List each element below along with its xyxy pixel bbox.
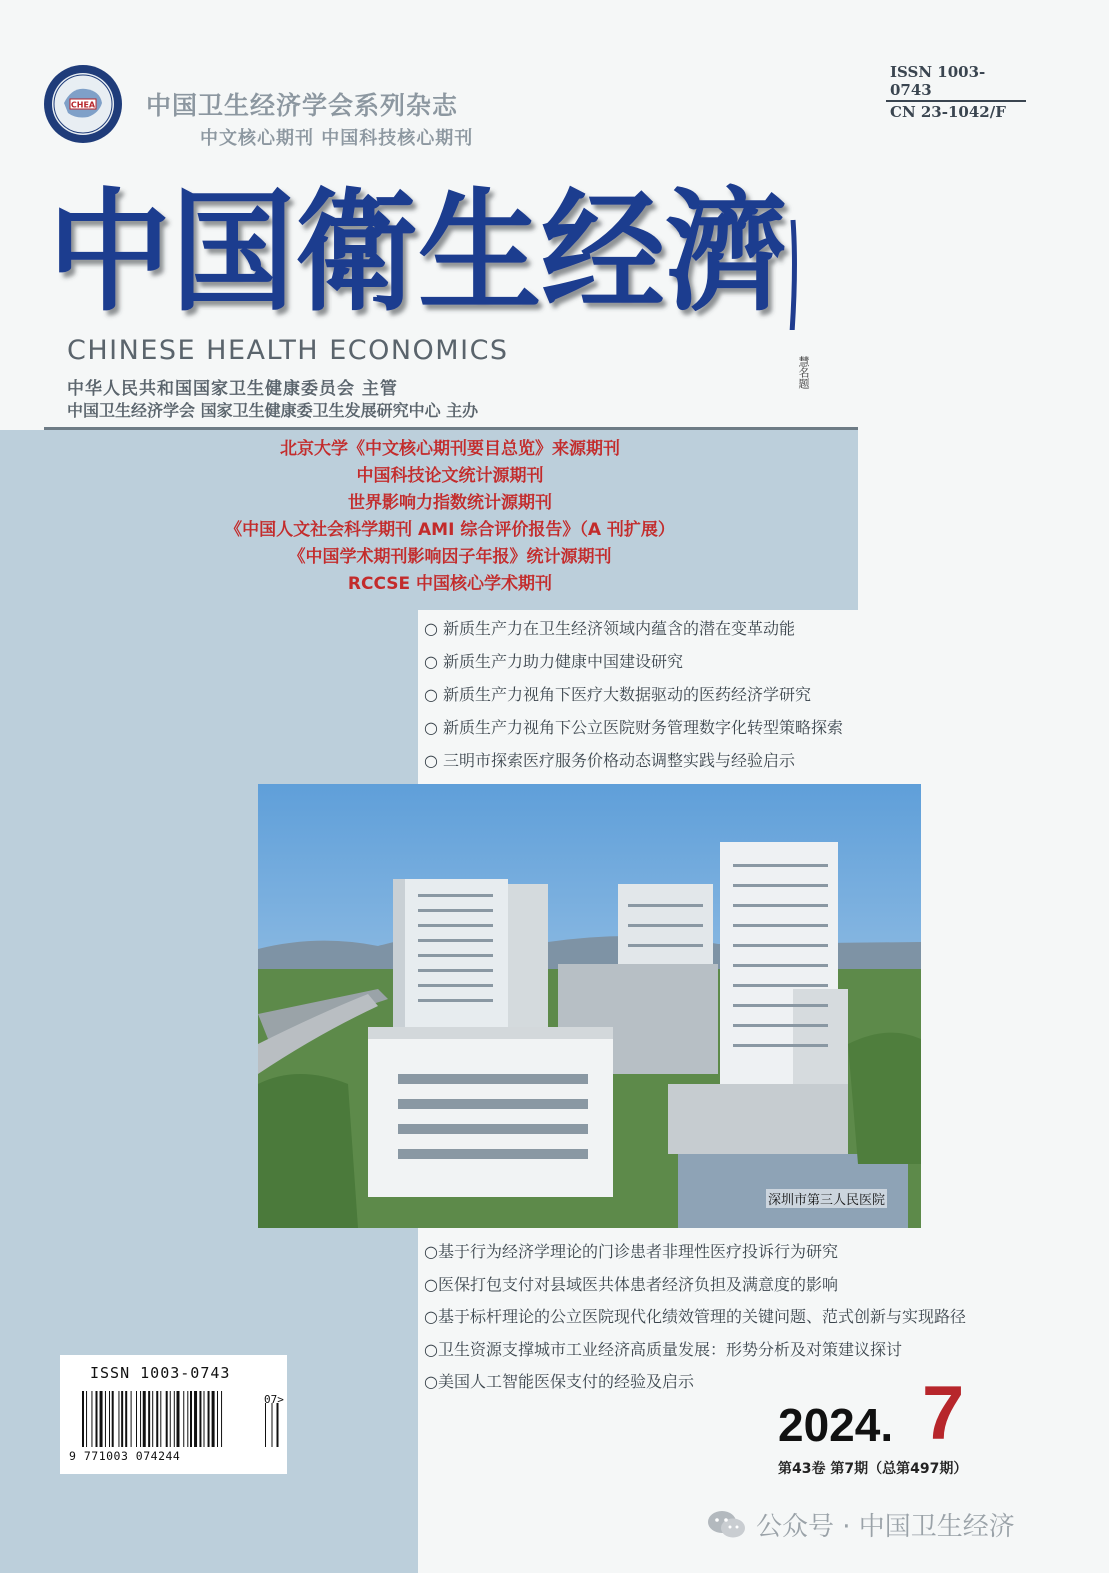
- topic-item: ○卫生资源支撑城市工业经济高质量发展：形势分析及对策建议探讨: [424, 1339, 902, 1359]
- issue-number: 7: [922, 1371, 965, 1456]
- volume-text: 第43卷 第7期（总第497期）: [778, 1461, 968, 1477]
- title-calligraphy: [48, 170, 808, 330]
- topic-item: ○医保打包支付对县域医共体患者经济负担及满意度的影响: [424, 1274, 838, 1294]
- featured-topics-top: [424, 618, 843, 783]
- calligrapher-note: 慧名题: [797, 356, 810, 389]
- barcode-panel: [60, 1355, 287, 1474]
- topic-item: ○基于标杆理论的公立医院现代化绩效管理的关键问题、范式创新与实现路径: [424, 1307, 966, 1326]
- wechat-icon: [706, 1508, 748, 1540]
- photo-caption: 深圳市第三人民医院: [766, 1189, 887, 1208]
- topic-item: ○ 新质生产力在卫生经济领域内蕴含的潜在变革动能: [424, 619, 796, 638]
- title-cn: 中国衛生经濟: [48, 175, 788, 330]
- organizer-text: 中国卫生经济学会 国家卫生健康委卫生发展研究中心 主办: [67, 401, 479, 420]
- svg-text:CHEA: CHEA: [70, 100, 96, 110]
- hospital-illustration: [258, 784, 921, 1228]
- topic-item: ○ 新质生产力视角下医疗大数据驱动的医药经济学研究: [424, 685, 812, 704]
- issue-year: 2024.: [778, 1399, 894, 1451]
- supervisor-text: 中华人民共和国国家卫生健康委员会 主管: [67, 379, 398, 399]
- featured-topics-bottom: [424, 1241, 966, 1404]
- index-item: 北京大学《中文核心期刊要目总览》来源期刊: [280, 439, 620, 459]
- series-text: 中国卫生经济学会系列杂志: [146, 91, 459, 120]
- topic-item: ○ 三明市探索医疗服务价格动态调整实践与经验启示: [424, 751, 796, 770]
- society-logo-icon: [42, 63, 124, 145]
- topic-item: ○基于行为经济学理论的门诊患者非理性医疗投诉行为研究: [424, 1242, 838, 1261]
- core-journal-text: 中文核心期刊 中国科技核心期刊: [200, 128, 474, 149]
- index-item: 世界影响力指数统计源期刊: [348, 493, 552, 513]
- barcode-addon: 07>: [264, 1393, 284, 1406]
- cn-text: CN 23-1042/F: [890, 103, 1006, 121]
- watermark-text: 公众号 · 中国卫生经济: [756, 1512, 1015, 1542]
- topic-item: ○美国人工智能医保支付的经验及启示: [424, 1372, 694, 1391]
- topic-item: ○ 新质生产力助力健康中国建设研究: [424, 652, 684, 671]
- barcode-number: 9 771003 074244: [69, 1449, 181, 1463]
- barcode-issn: ISSN 1003-0743: [90, 1364, 231, 1382]
- index-item: 《中国学术期刊影响因子年报》统计源期刊: [288, 547, 612, 567]
- barcode-bars-icon: [82, 1391, 282, 1449]
- topic-item: ○ 新质生产力视角下公立医院财务管理数字化转型策略探索: [424, 718, 844, 737]
- index-item: 中国科技论文统计源期刊: [356, 466, 544, 486]
- issn-block: [886, 62, 1026, 122]
- index-item: 《中国人文社会科学期刊 AMI 综合评价报告》（A 刊扩展）: [225, 520, 675, 540]
- masthead-rule: [44, 427, 858, 430]
- index-item: RCCSE 中国核心学术期刊: [347, 574, 553, 594]
- hospital-photo: [258, 784, 921, 1228]
- title-english: CHINESE HEALTH ECONOMICS: [67, 335, 509, 366]
- indexing-list: [150, 436, 750, 598]
- issn-text: ISSN 1003-0743: [886, 62, 1026, 102]
